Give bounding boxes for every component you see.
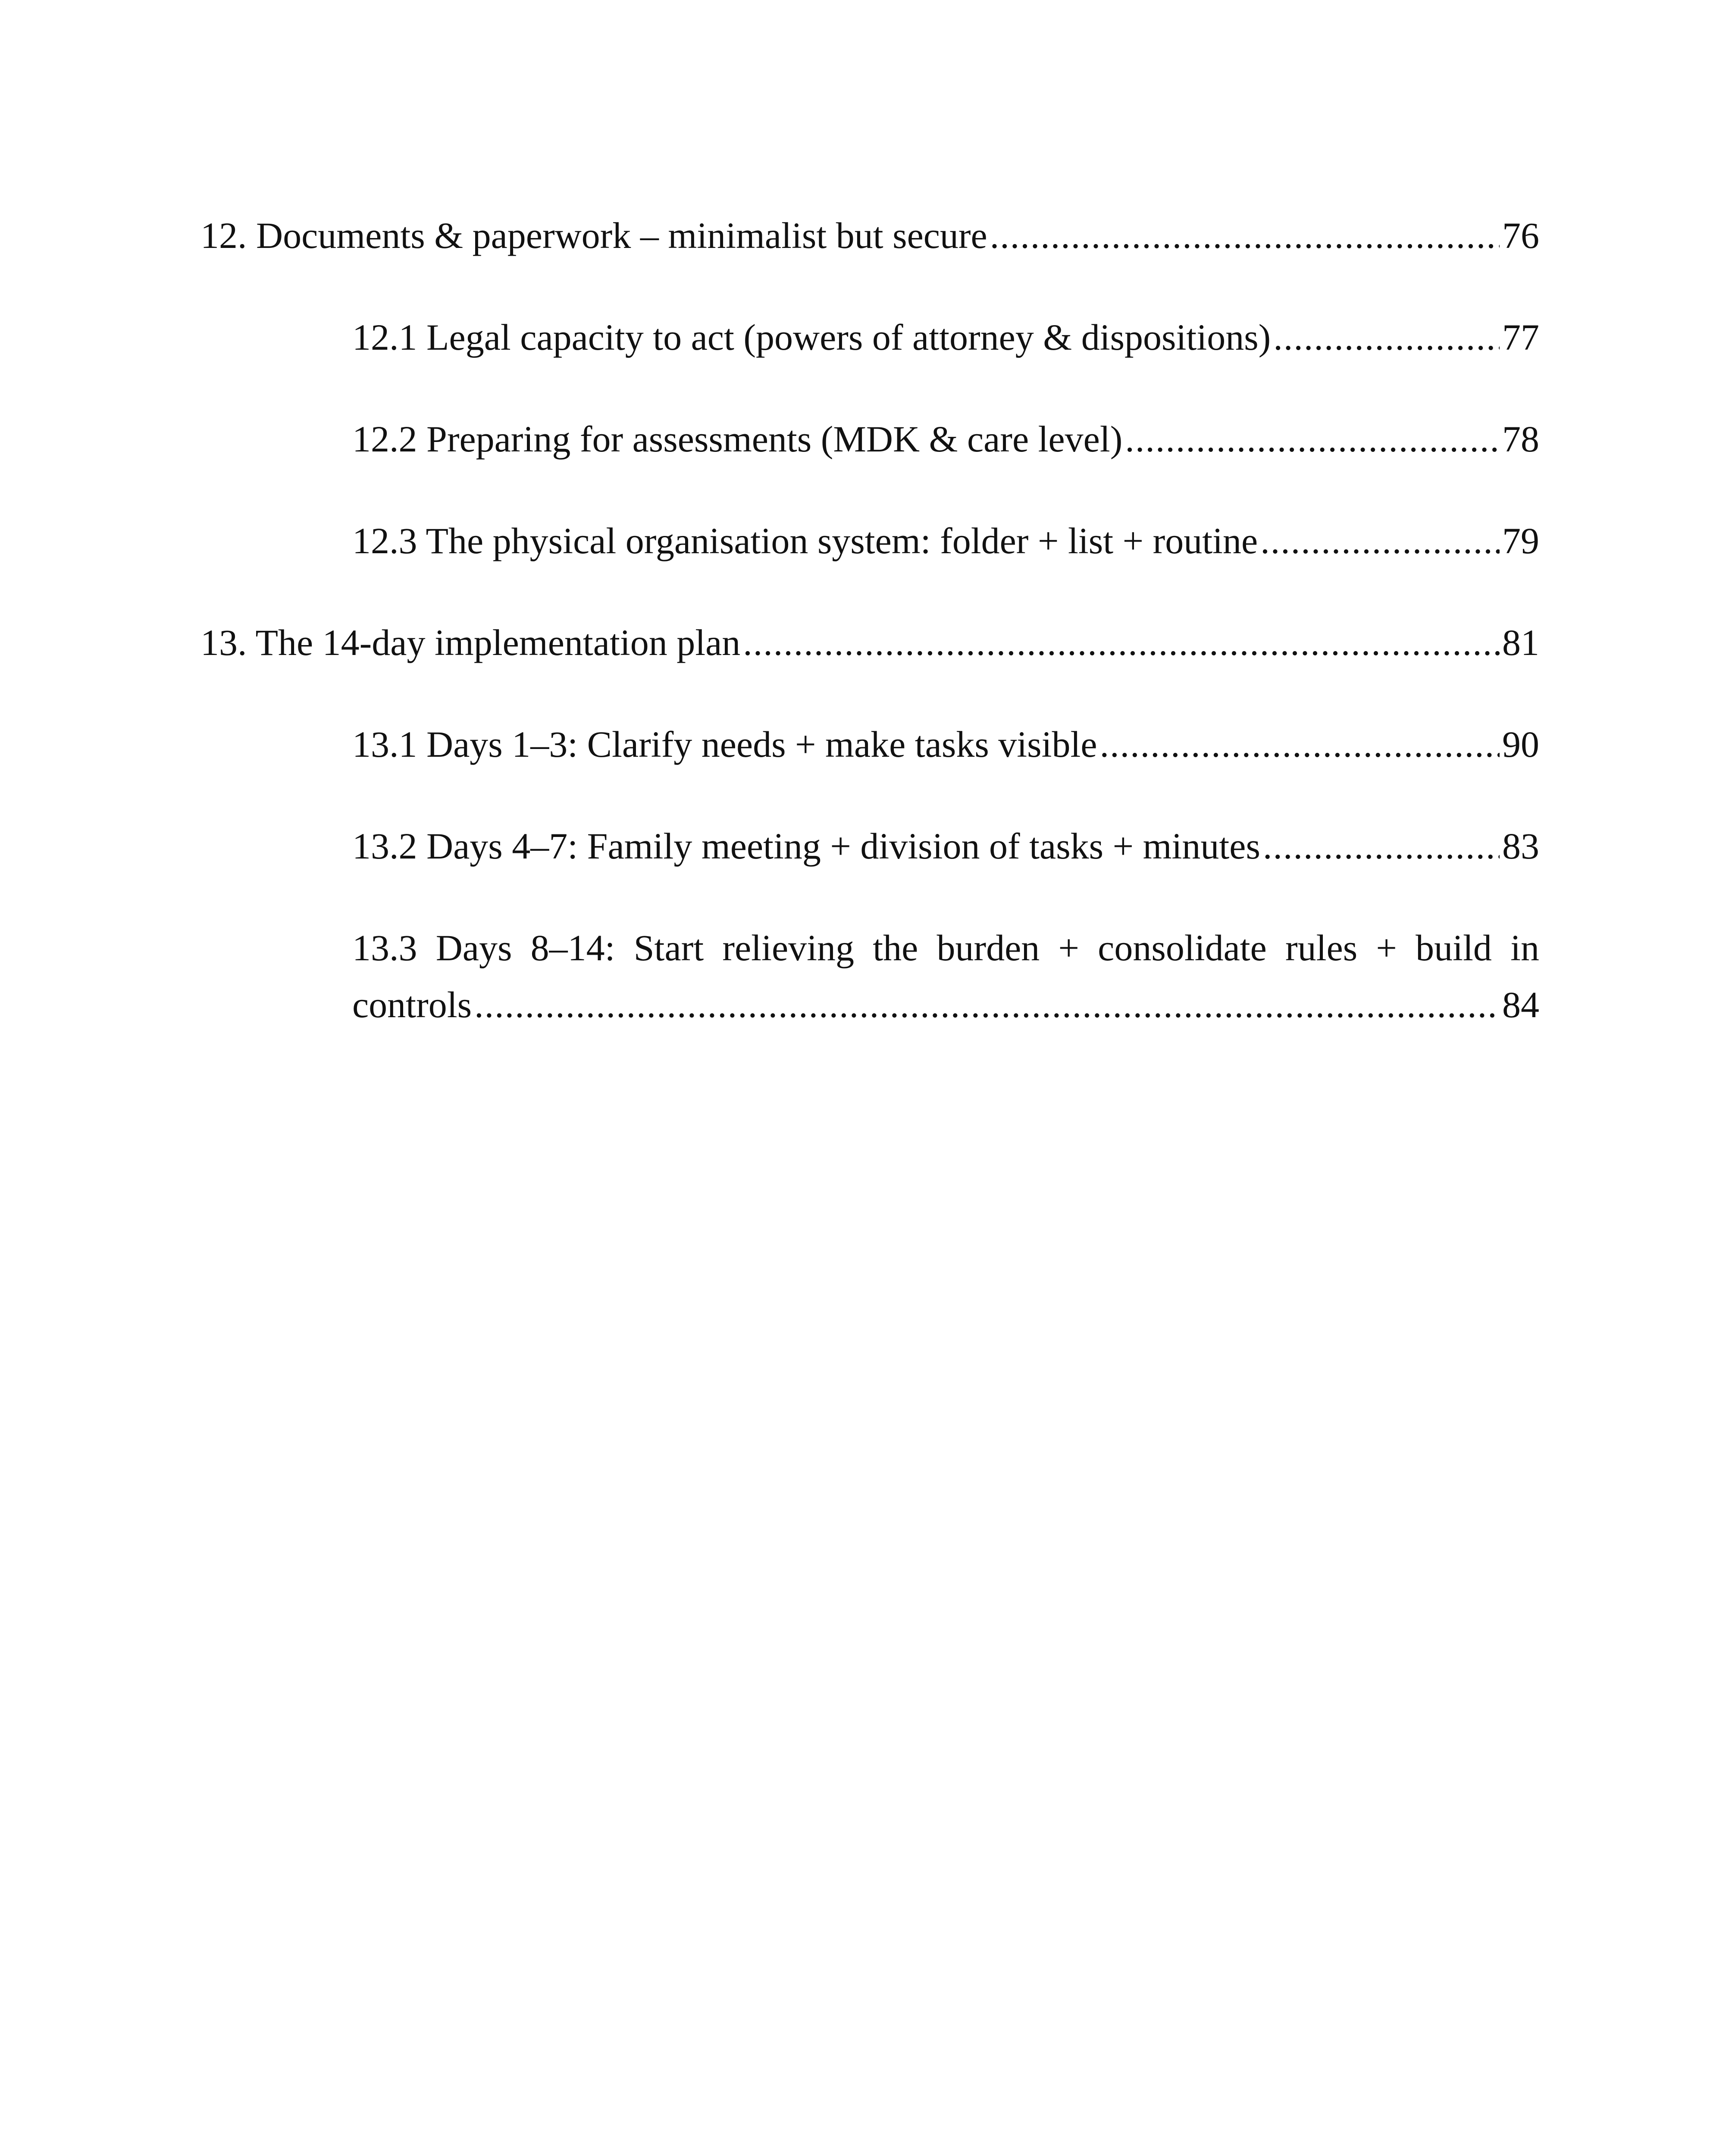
dot-leader (743, 614, 1500, 671)
dot-leader (1263, 818, 1500, 874)
toc-entry-page: 78 (1502, 418, 1539, 460)
toc-entry-13-1[interactable] (352, 716, 1539, 773)
toc-entry-page: 81 (1502, 622, 1539, 663)
toc-entry-page: 90 (1502, 724, 1539, 765)
toc-entry-13[interactable] (200, 614, 1539, 671)
toc-entry-title: 12. Documents & paperwork – minimalist but secure (200, 215, 987, 256)
dot-leader (1273, 309, 1500, 366)
toc-entry-12[interactable] (200, 207, 1539, 264)
toc-entry-12-3[interactable] (352, 512, 1539, 569)
toc-entry-page: 76 (1502, 215, 1539, 256)
toc-entry-page: 79 (1502, 520, 1539, 561)
toc-entry-title: 13. The 14-day implementation plan (200, 622, 741, 663)
toc-entry-page: 77 (1502, 317, 1539, 358)
toc-entry-page: 84 (1502, 984, 1539, 1025)
toc-entry-title: 13.2 Days 4–7: Family meeting + division of tasks + minutes (352, 825, 1260, 867)
dot-leader (1125, 411, 1500, 467)
toc-entry-title: 12.2 Preparing for assessments (MDK & care level) (352, 418, 1123, 460)
toc-entry-title: 12.3 The physical organisation system: folder + list + routine (352, 520, 1258, 561)
toc-entry-page: 83 (1502, 825, 1539, 867)
toc-entry-title: 12.1 Legal capacity to act (powers of attorney & dispositions) (352, 317, 1271, 358)
table-of-contents (200, 207, 1539, 1033)
dot-leader (1260, 512, 1500, 569)
toc-entry-title-line1: 13.3 Days 8–14: Start relieving the burden + consolidate rules + build in (352, 927, 1539, 968)
toc-entry-title-line2: controls (352, 984, 472, 1025)
toc-entry-12-2[interactable] (352, 411, 1539, 467)
dot-leader (474, 976, 1500, 1033)
dot-leader (990, 207, 1500, 264)
toc-entry-title: 13.1 Days 1–3: Clarify needs + make tasks visible (352, 724, 1097, 765)
toc-entry-12-1[interactable] (352, 309, 1539, 366)
dot-leader (1100, 716, 1500, 773)
toc-entry-13-2[interactable] (352, 818, 1539, 874)
toc-entry-13-3[interactable] (352, 919, 1539, 1033)
